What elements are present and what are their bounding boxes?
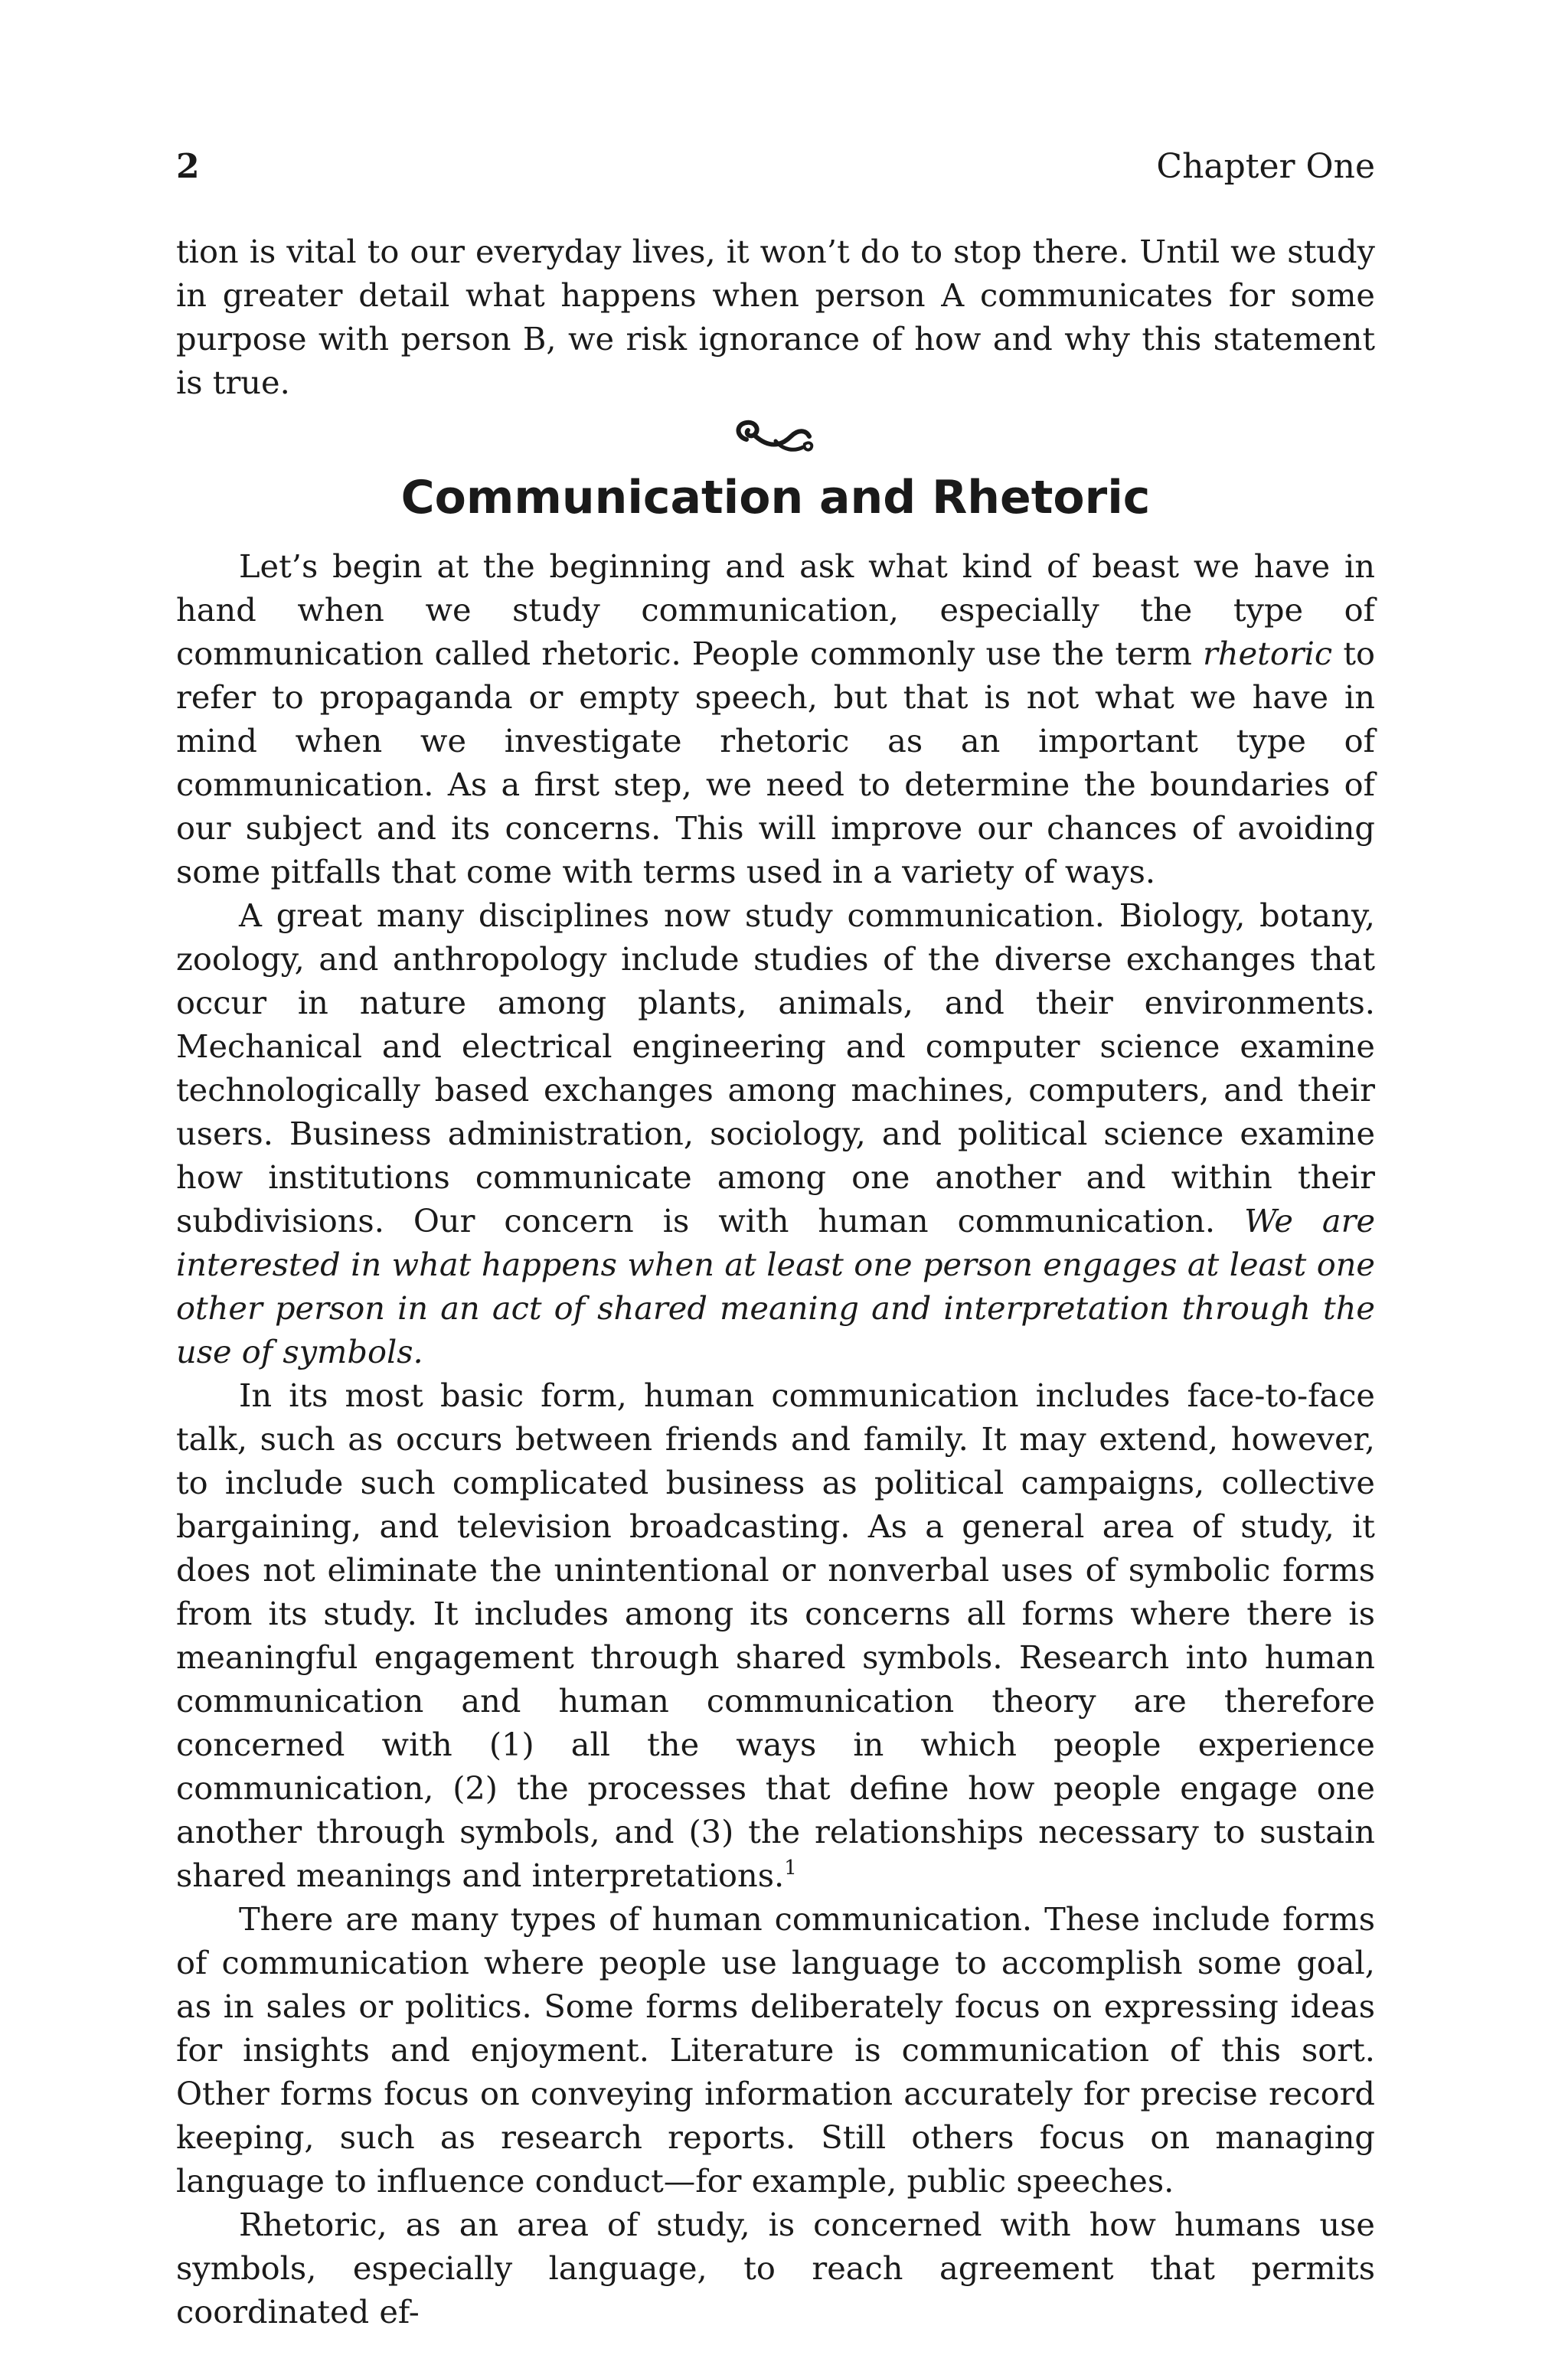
footnote-reference[interactable]: 1 — [784, 1857, 797, 1880]
paragraph-3-text: In its most basic form, human communication includes face-to-face talk, such as occurs between friends and family. It may extend, however, to include such complicated business as political campaigns, collective bargaining, and television broadcasting. As a general area of study, it does not eliminate the unintentional or nonverbal uses of symbolic forms from its study. It includes among its concerns all forms where there is meaningful engagement through shared symbols. Research into human communication and human communication theory are therefore concerned with (1) all the ways in which people experience communication, (2) the processes that define how people engage one another through symbols, and (3) the relationships necessary to sustain shared meanings and interpretations. — [176, 1377, 1375, 1894]
section-heading: Communication and Rhetoric — [400, 471, 1151, 524]
chapter-label: Chapter One — [1156, 147, 1375, 186]
paragraph-4: There are many types of human communication. These include forms of communication where people use language to accomplish some goal, as in sales or politics. Some forms deliberately focus on expressing ideas for insights and enjoyment. Literature is communication of this sort. Other forms focus on conveying information accurately for precise record keeping, such as research reports. Still others focus on managing language to influence conduct—for example, public speeches. — [176, 1900, 1375, 2200]
opening-text — [176, 230, 1375, 404]
running-head — [176, 144, 1375, 190]
section-body — [176, 544, 1375, 2334]
paragraph-2-text: A great many disciplines now study communication. Biology, botany, zoology, and anthropology include studies of the diverse exchanges that occur in nature among plants, animals, and their environments. Mechanical and electrical engineering and computer science examine technologically based exchanges among machines, computers, and their users. Business administration, sociology, and political science examine how institutions communicate among one another and within their subdivisions. Our concern is with human communication. — [176, 897, 1375, 1240]
paragraph-2-italic-definition: We are interested in what happens when at least one person engages at least one other person in an act of shared meaning and interpretation through the use of symbols. — [176, 1202, 1376, 1370]
page-number: 2 — [176, 147, 200, 186]
fleuron-ornament-icon — [730, 413, 822, 459]
paragraph-1-text-b: to refer to propaganda or empty speech, but that is not what we have in mind when we investigate rhetoric as an important type of communication. As a first step, we need to determine the boundaries of our subject and its concerns. This will improve our chances of avoiding some pitfalls that come with terms used in a variety of ways. — [176, 635, 1376, 890]
paragraph-3 — [176, 1373, 1375, 1897]
paragraph-1-italic-term: rhetoric — [1203, 635, 1333, 672]
opening-paragraph: tion is vital to our everyday lives, it won’t do to stop there. Until we study in greater detail what happens when person A communicates for some purpose with person B, we risk ignorance of how and why this statement is true. — [176, 233, 1375, 401]
book-page — [176, 0, 1375, 2355]
paragraph-1-text-a: Let’s begin at the beginning and ask what kind of beast we have in hand when we study communication, especially the type of communication called rhetoric. People commonly use the term — [176, 547, 1375, 672]
paragraph-5: Rhetoric, as an area of study, is concerned with how humans use symbols, especially language, to reach agreement that permits coordinated ef- — [176, 2206, 1375, 2331]
paragraph-1 — [176, 544, 1375, 893]
paragraph-2 — [176, 893, 1375, 1373]
